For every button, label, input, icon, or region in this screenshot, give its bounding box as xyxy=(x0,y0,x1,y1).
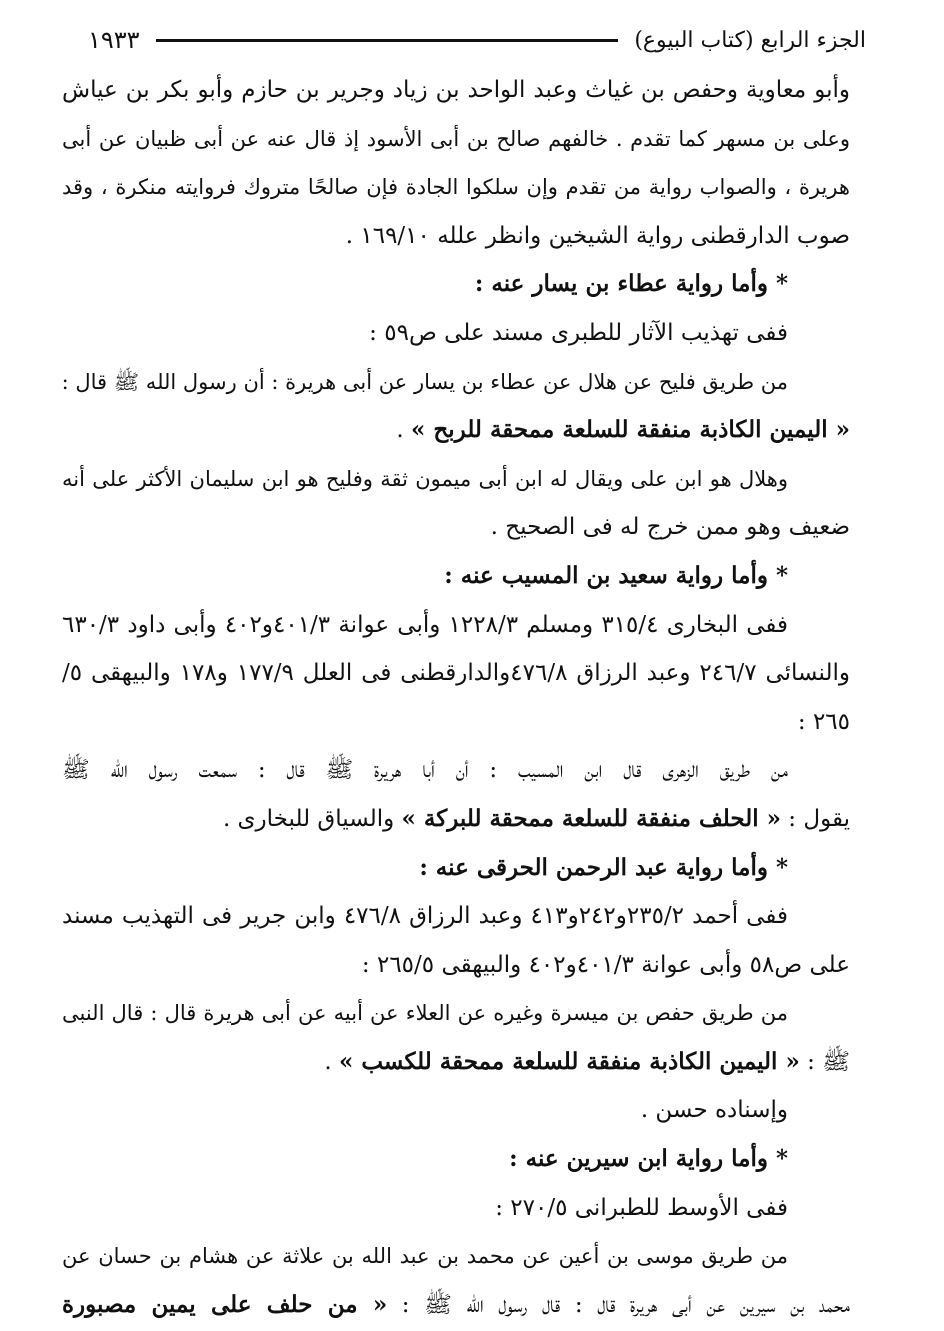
text-line xyxy=(62,503,850,552)
text-line xyxy=(62,163,850,212)
text-line xyxy=(62,358,850,407)
quoted-hadith-text: « اليمين الكاذبة منفقة للسلعة ممحقة للربح » xyxy=(411,416,850,444)
text-run: * وأما رواية عبد الرحمن الحرقى عنه : xyxy=(419,853,788,881)
section-heading xyxy=(62,552,850,601)
text-line xyxy=(62,406,850,455)
text-run: من طريق فليح عن هلال عن عطاء بن يسار عن أبى هريرة : أن رسول الله ﷺ قال : xyxy=(61,369,788,394)
text-run: والسياق للبخارى . xyxy=(222,805,402,832)
text-run: . xyxy=(396,417,411,444)
header-rule xyxy=(156,39,619,42)
page-header xyxy=(88,20,866,60)
text-line xyxy=(62,1281,850,1330)
text-run: ضعيف وهو ممن خرج له فى الصحيح . xyxy=(490,514,850,541)
section-heading xyxy=(62,844,850,893)
text-line xyxy=(62,941,850,990)
text-line xyxy=(62,892,850,941)
section-heading xyxy=(62,260,850,309)
text-run: والنسائى ٢٤٦/٧ وعبد الرزاق ٤٧٦/٨والدارقطنى فى العلل ١٧٧/٩ و١٧٨ والبيهقى ٥/ xyxy=(62,660,851,687)
text-line xyxy=(62,1086,850,1135)
text-run: ٢٦٥ : xyxy=(797,708,850,735)
text-line xyxy=(62,746,850,795)
text-run: * وأما رواية سعيد بن المسيب عنه : xyxy=(444,561,788,589)
text-line xyxy=(62,1038,850,1087)
text-line xyxy=(62,795,850,844)
text-run: ففى أحمد ٢٣٥/٢و٢٤٢و٤١٣ وعبد الرزاق ٤٧٦/٨ وابن جرير فى التهذيب مسند xyxy=(62,903,788,930)
text-run: من طريق حفص بن ميسرة وغيره عن العلاء عن أبيه عن أبى هريرة قال : قال النبى xyxy=(62,1001,788,1026)
text-run: من طريق موسى بن أعين عن محمد بن عبد الله بن علاثة عن هشام بن حسان عن xyxy=(62,1244,788,1269)
text-line xyxy=(62,649,850,698)
section-heading xyxy=(62,1135,850,1184)
text-run: وعلى بن مسهر كما تقدم . خالفهم صالح بن أبى الأسود إذ قال عنه عن أبى ظبيان عن أبى xyxy=(62,126,850,151)
text-line xyxy=(62,601,850,650)
text-line xyxy=(62,115,850,164)
text-run: يقول : xyxy=(781,805,850,832)
page-number: ١٩٣٣ xyxy=(88,26,140,54)
quoted-hadith-text: « الحلف منفقة للسلعة ممحقة للبركة » xyxy=(401,804,781,832)
text-run: صوب الدارقطنى رواية الشيخين وانظر علله ١٦٩/١٠ . xyxy=(345,222,850,249)
text-run: محمد بن سيرين عن أبى هريرة قال : قال رسول الله ﷺ : xyxy=(387,1291,850,1318)
text-line xyxy=(62,1232,850,1281)
text-line xyxy=(62,989,850,1038)
text-run: . xyxy=(324,1048,339,1075)
text-run: من طريق الزهرى قال ابن المسيب : أن أبا هريرة ﷺ قال : سمعت رسول الله ﷺ xyxy=(62,757,788,784)
text-line xyxy=(62,66,850,115)
text-run: * وأما رواية عطاء بن يسار عنه : xyxy=(474,270,788,298)
body-text xyxy=(62,66,850,1329)
text-run: ﷺ : xyxy=(799,1048,850,1075)
text-run: * وأما رواية ابن سيرين عنه : xyxy=(509,1145,788,1173)
text-run: على ص٥٨ وأبى عوانة ٤٠١/٣و٤٠٢ والبيهقى ٢٦٥/٥ : xyxy=(361,951,850,978)
text-line xyxy=(62,455,850,504)
text-run: ففى تهذيب الآثار للطبرى مسند على ص٥٩ : xyxy=(369,319,788,346)
text-line xyxy=(62,698,850,747)
text-run: وهلال هو ابن على ويقال له ابن أبى ميمون ثقة وفليح هو ابن سليمان الأكثر على أنه xyxy=(62,466,788,491)
text-line xyxy=(62,309,850,358)
text-line xyxy=(62,212,850,261)
text-run: ففى البخارى ٣١٥/٤ ومسلم ١٢٢٨/٣ وأبى عوانة ٤٠١/٣و٤٠٢ وأبى داود ٦٣٠/٣ xyxy=(62,611,789,638)
quoted-hadith-text: « من حلف على يمين مصبورة xyxy=(62,1290,388,1318)
running-title: الجزء الرابع (كتاب البيوع) xyxy=(634,27,866,53)
quoted-hadith-text: « اليمين الكاذبة منفقة للسلعة ممحقة للكسب » xyxy=(338,1047,800,1075)
text-run: وإسناده حسن . xyxy=(640,1097,788,1124)
text-run: ففى الأوسط للطبرانى ٢٧٠/٥ : xyxy=(495,1194,788,1221)
text-run: وأبو معاوية وحفص بن غياث وعبد الواحد بن زياد وجرير بن حازم وأبو بكر بن عياش xyxy=(62,77,850,103)
text-run: هريرة ، والصواب رواية من تقدم وإن سلكوا الجادة فإن صالحًا متروك فروايته منكرة ، وقد xyxy=(62,175,850,200)
text-line xyxy=(62,1184,850,1233)
